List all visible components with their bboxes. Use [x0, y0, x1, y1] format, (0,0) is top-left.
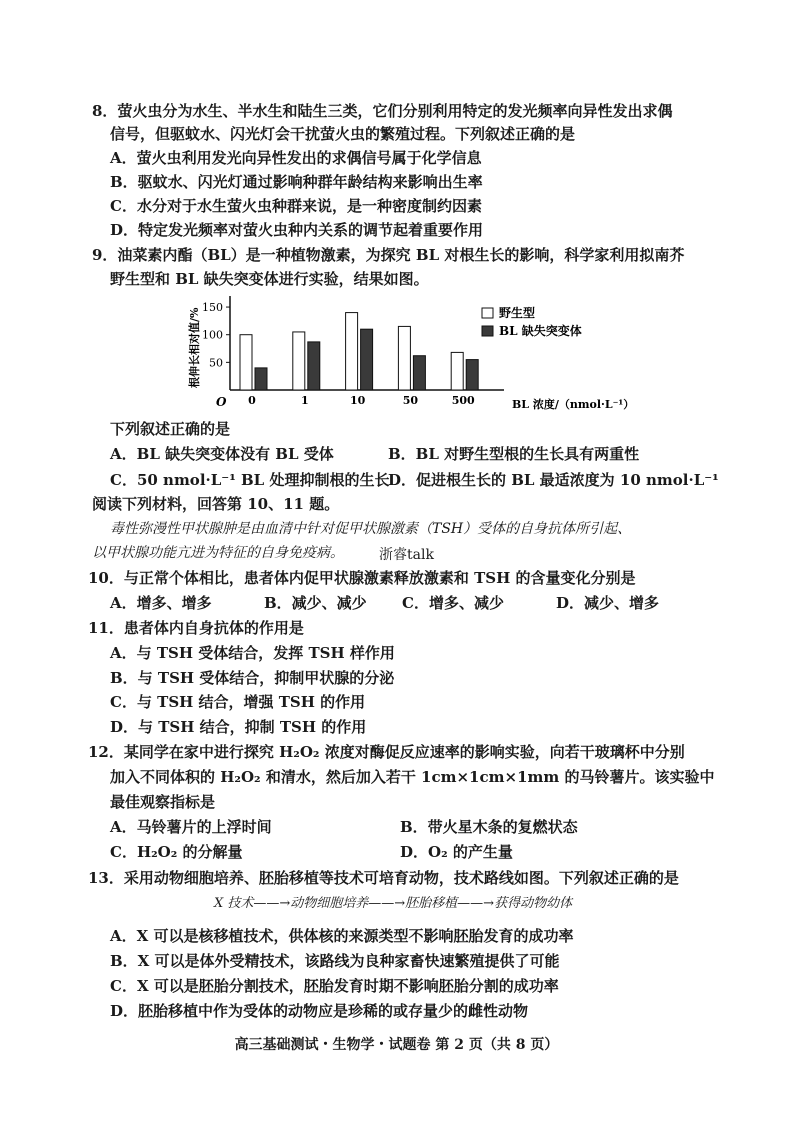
- q10-option-c: C．增多、减少: [402, 594, 504, 612]
- q11-option-c: C．与 TSH 结合，增强 TSH 的作用: [110, 693, 366, 711]
- q9-stem-line1: 9．油菜素内酯（BL）是一种植物激素，为探究 BL 对根生长的影响，科学家利用拟南芥: [92, 246, 685, 264]
- y-tick-label: 100: [202, 328, 223, 342]
- q8-option-a: A．萤火虫利用发光向异性发出的求偶信号属于化学信息: [110, 149, 482, 167]
- bar-bl-mutant: [308, 342, 320, 390]
- q13-option-c: C．X 可以是胚胎分割技术，胚胎发育时期不影响胚胎分割的成功率: [110, 977, 559, 995]
- q8-stem-line1: 8．萤火虫分为水生、半水生和陆生三类，它们分别利用特定的发光频率向异性发出求偶: [92, 102, 673, 120]
- q10-option-a: A．增多、增多: [110, 594, 212, 612]
- q8-option-d: D．特定发光频率对萤火虫种内关系的调节起着重要作用: [110, 221, 484, 239]
- q13-option-b: B．X 可以是体外受精技术，该路线为良种家畜快速繁殖提供了可能: [110, 952, 560, 970]
- q12-stem-line1: 12．某同学在家中进行探究 H₂O₂ 浓度对酶促反应速率的影响实验，向若干玻璃杯中分别: [88, 743, 685, 761]
- bar-wild-type: [293, 332, 305, 390]
- q8-option-c: C．水分对于水生萤火虫种群来说，是一种密度制约因素: [110, 197, 482, 215]
- bar-wild-type: [451, 352, 463, 390]
- bar-bl-mutant: [361, 329, 373, 390]
- x-tick-label: 1: [300, 394, 309, 407]
- q12-option-a: A．马铃薯片的上浮时间: [110, 818, 272, 836]
- q12-stem-line2: 加入不同体积的 H₂O₂ 和清水，然后加入若干 1cm×1cm×1mm 的马铃薯片。该实验中: [110, 768, 715, 786]
- legend-label-bl-mutant: BL 缺失突变体: [499, 324, 582, 338]
- bar-wild-type: [240, 335, 252, 390]
- bl-root-growth-chart: [182, 292, 635, 422]
- y-tick-label: 50: [209, 356, 223, 370]
- bar-wild-type: [398, 326, 410, 390]
- bar-bl-mutant: [413, 356, 425, 390]
- q10-option-d: D．减少、增多: [556, 594, 660, 612]
- q12-option-b: B．带火星木条的复燃状态: [400, 818, 578, 836]
- q10-option-b: B．减少、减少: [264, 594, 367, 612]
- legend-swatch-wild-type: [482, 308, 493, 318]
- q13-option-a: A．X 可以是核移植技术，供体核的来源类型不影响胚胎发育的成功率: [110, 927, 574, 945]
- q12-option-d: D．O₂ 的产生量: [400, 843, 513, 861]
- q13-option-d: D．胚胎移植中作为受体的动物应是珍稀的或存量少的雌性动物: [110, 1002, 529, 1020]
- q11-option-a: A．与 TSH 受体结合，发挥 TSH 样作用: [110, 644, 395, 662]
- origin-label: O: [216, 395, 227, 409]
- bar-wild-type: [346, 313, 358, 390]
- x-tick-label: 500: [451, 394, 475, 407]
- x-tick-label: 0: [248, 394, 256, 407]
- q12-stem-line3: 最佳观察指标是: [110, 793, 216, 811]
- q9-stem-line2: 野生型和 BL 缺失突变体进行实验，结果如图。: [110, 270, 429, 288]
- legend-label-wild-type: 野生型: [499, 306, 536, 320]
- q11-stem: 11．患者体内自身抗体的作用是: [88, 619, 304, 637]
- x-tick-label: 10: [349, 394, 366, 407]
- q11-option-b: B．与 TSH 受体结合，抑制甲状腺的分泌: [110, 669, 395, 687]
- y-axis-label: 根伸长相对值/%: [188, 307, 201, 388]
- watermark-text: 浙睿talk: [379, 547, 434, 563]
- y-tick-label: 150: [202, 301, 223, 315]
- bar-bl-mutant: [466, 360, 478, 390]
- q10-stem: 10．与正常个体相比，患者体内促甲状腺激素释放激素和 TSH 的含量变化分别是: [88, 569, 636, 587]
- bar-bl-mutant: [255, 368, 267, 390]
- q8-stem-line2: 信号，但驱蚊水、闪光灯会干扰萤火虫的繁殖过程。下列叙述正确的是: [110, 125, 576, 143]
- q11-option-d: D．与 TSH 结合，抑制 TSH 的作用: [110, 718, 367, 736]
- q9-option-d: D．促进根生长的 BL 最适浓度为 10 nmol·L⁻¹: [388, 471, 719, 489]
- q9-option-a: A．BL 缺失突变体没有 BL 受体: [110, 445, 334, 463]
- reading-material-line2: 以甲状腺功能亢进为特征的自身免疫病。: [92, 545, 344, 561]
- reading-material-line1: 毒性弥漫性甲状腺肿是由血清中针对促甲状腺激素（TSH）受体的自身抗体所引起、: [110, 521, 632, 537]
- q9-option-b: B．BL 对野生型根的生长具有两重性: [388, 445, 640, 463]
- q13-stem: 13．采用动物细胞培养、胚胎移植等技术可培育动物，技术路线如图。下列叙述正确的是: [88, 869, 679, 887]
- q9-prompt: 下列叙述正确的是: [110, 420, 231, 438]
- q8-option-b: B．驱蚊水、闪光灯通过影响种群年龄结构来影响出生率: [110, 173, 483, 191]
- page-footer: 高三基础测试・生物学・试题卷 第 2 页（共 8 页）: [234, 1037, 559, 1053]
- reading-intro: 阅读下列材料，回答第 10、11 题。: [92, 495, 340, 513]
- q9-option-c: C．50 nmol·L⁻¹ BL 处理抑制根的生长: [110, 471, 390, 489]
- x-tick-label: 50: [402, 394, 419, 407]
- q13-flow-diagram: X 技术——→动物细胞培养——→胚胎移植——→获得动物幼体: [214, 896, 573, 911]
- legend-swatch-bl-mutant: [482, 326, 493, 336]
- q12-option-c: C．H₂O₂ 的分解量: [110, 843, 243, 861]
- x-axis-label: BL 浓度/（nmol·L⁻¹）: [512, 398, 635, 411]
